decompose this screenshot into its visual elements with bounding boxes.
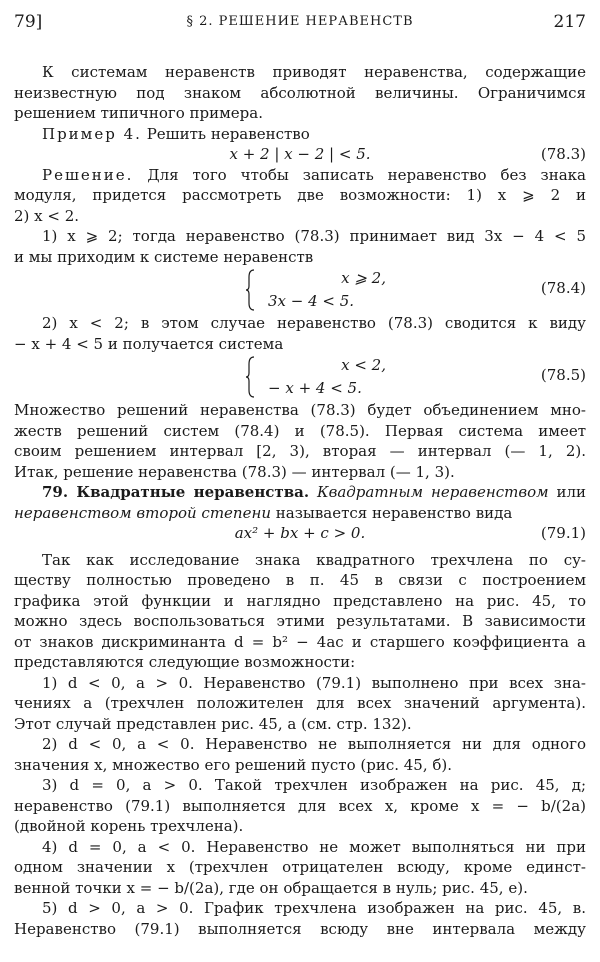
text-line: можно здесь воспользоваться этими результатами. В зависимости: [14, 612, 586, 630]
term-italic: неравенством второй степени: [14, 503, 272, 522]
text-fragment: или: [548, 483, 586, 501]
text-line: 2) d < 0, a < 0. Неравенство не выполняется ни для одного: [42, 735, 586, 753]
system-line: 3x − 4 < 5.: [268, 292, 355, 310]
text-line: графика этой функции и наглядно представлено на рис. 45, то: [14, 591, 586, 610]
system-lines: [246, 354, 386, 400]
case-list-item-5: [14, 898, 586, 939]
text-line: своим решением интервал [2, 3), вторая — интервал (— 1, 2).: [14, 442, 586, 460]
section-79-heading: [14, 482, 586, 523]
text-line: [14, 165, 586, 186]
running-title: § 2. РЕШЕНИЕ НЕРАВЕНСТВ: [186, 14, 414, 29]
text-line: [14, 482, 586, 503]
case-2-paragraph: [14, 313, 586, 354]
text-line: 2) x < 2; в этом случае неравенство (78.3) сводится к виду: [42, 314, 586, 332]
case-list-item-1: [14, 673, 586, 735]
text-line: венной точки x = − b/(2a), где он обращается в нуль; рис. 45, е).: [14, 878, 528, 897]
system-line: x < 2,: [341, 356, 386, 374]
case-list-item-2: [14, 734, 586, 775]
term-italic: Квадратным неравенством: [309, 483, 549, 501]
text-line: представляются следующие возможности:: [14, 653, 356, 671]
solution-text: Для того чтобы записать неравенство без знака: [133, 165, 586, 184]
text-line: 3) d = 0, a > 0. Такой трехчлен изображен на рис. 45, д;: [42, 776, 586, 794]
equation-number: (78.5): [540, 366, 586, 384]
equation-number: (78.3): [540, 145, 586, 163]
union-paragraph: [14, 400, 586, 482]
example-heading: [14, 124, 586, 145]
text-line: и мы приходим к системе неравенств: [14, 247, 314, 266]
running-header: [14, 12, 586, 38]
text-line: решением типичного примера.: [14, 104, 263, 122]
equation-number: (79.1): [540, 524, 586, 542]
text-line: жеств решений систем (78.4) и (78.5). Первая система имеет: [14, 421, 586, 440]
page-number: 217: [553, 12, 586, 32]
text-line: 1) x ⩾ 2; тогда неравенство (78.3) принимает вид 3x − 4 < 5: [42, 227, 586, 245]
system-78-4: [14, 267, 586, 313]
case-1-paragraph: [14, 226, 586, 267]
text-line: неравенство (79.1) выполняется для всех x, кроме x = − b/(2a): [14, 796, 586, 815]
equation-79-1: [14, 523, 586, 544]
text-line: неизвестную под знаком абсолютной величины. Ограничимся: [14, 83, 586, 102]
analysis-paragraph: [14, 550, 586, 673]
system-78-5: [14, 354, 586, 400]
equation-expression: ax² + bx + c > 0.: [234, 524, 366, 542]
text-line: Множество решений неравенства (78.3) будет объединением мно-: [14, 401, 586, 419]
example-text: Решить неравенство: [141, 124, 310, 143]
text-line: 5) d > 0, a > 0. График трехчлена изображен на рис. 45, в.: [42, 899, 586, 917]
text-fragment: называется неравенство вида: [271, 503, 513, 522]
case-list-item-4: [14, 837, 586, 899]
intro-paragraph: [14, 62, 586, 124]
solution-paragraph: [14, 165, 586, 227]
text-line: (двойной корень трехчлена).: [14, 817, 244, 835]
text-line: от знаков дискриминанта d = b² − 4ac и старшего коэффициента a: [14, 632, 586, 651]
text-line: модуля, придется рассмотреть две возможности: 1) x ⩾ 2 и: [14, 186, 586, 204]
text-line: 2) x < 2.: [14, 206, 80, 225]
text-line: одном значении x (трехчлен отрицателен всюду, кроме единст-: [14, 858, 586, 876]
text-line: значения x, множество его решений пусто (рис. 45, б).: [14, 755, 453, 774]
system-lines: [246, 267, 386, 313]
text-line: − x + 4 < 5 и получается система: [14, 334, 284, 353]
text-line: К системам неравенств приводят неравенства, содержащие: [42, 63, 586, 81]
equation-number: (78.4): [540, 279, 586, 297]
example-label: Пример 4.: [42, 124, 142, 143]
section-number: 79]: [14, 12, 43, 32]
text-line: Этот случай представлен рис. 45, а (см. стр. 132).: [14, 714, 412, 733]
text-line: Итак, решение неравенства (78.3) — интервал (— 1, 3).: [14, 462, 455, 481]
text-line: [14, 503, 586, 524]
text-line: чениях a (трехчлен положителен для всех значений аргумента).: [14, 694, 586, 712]
solution-label: Решение.: [42, 165, 134, 184]
text-line: 4) d = 0, a < 0. Неравенство не может выполняться ни при: [42, 837, 586, 856]
text-line: ществу полностью проведено в п. 45 в связи с построением: [14, 571, 586, 589]
case-list-item-3: [14, 775, 586, 837]
text-line: 1) d < 0, a > 0. Неравенство (79.1) выполнено при всех зна-: [42, 673, 586, 692]
text-line: Так как исследование знака квадратного трехчлена по су-: [42, 550, 586, 569]
section-title: 79. Квадратные неравенства.: [42, 483, 310, 501]
equation-expression: x + 2 | x − 2 | < 5.: [229, 145, 371, 163]
text-line: Неравенство (79.1) выполняется всюду вне интервала между: [14, 919, 586, 938]
page-body: [14, 62, 586, 939]
equation-78-3: [14, 144, 586, 165]
system-line: − x + 4 < 5.: [268, 379, 362, 397]
system-line: x ⩾ 2,: [341, 269, 386, 287]
